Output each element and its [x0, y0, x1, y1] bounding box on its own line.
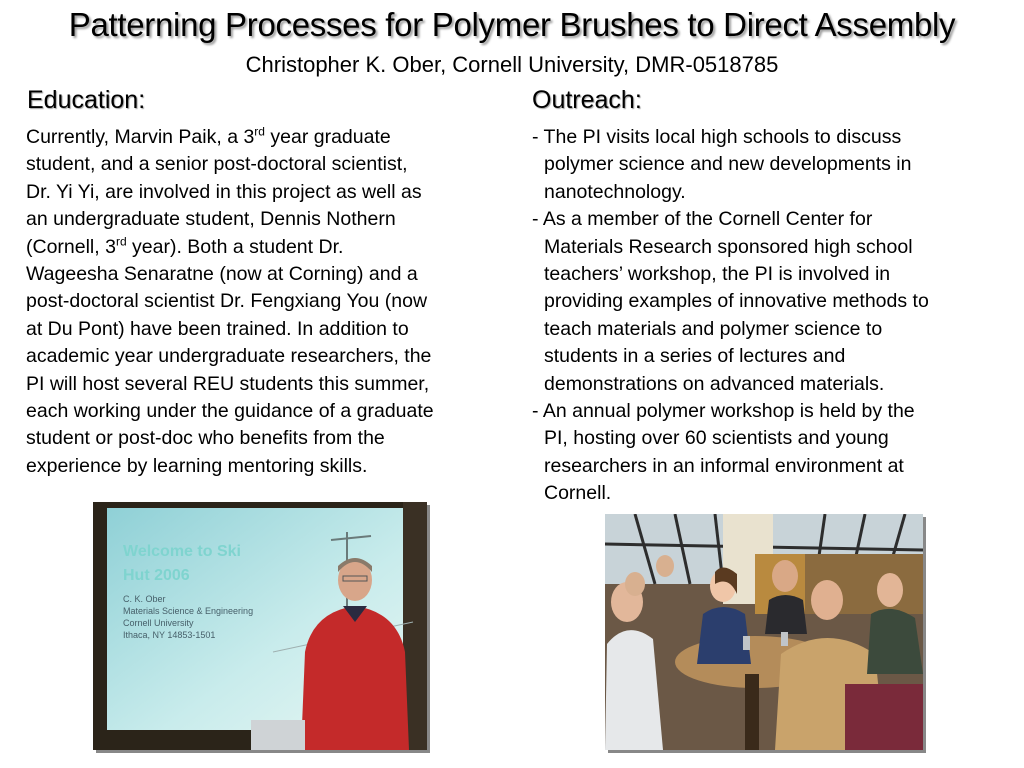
- outreach-line: Cornell.: [544, 482, 612, 505]
- outreach-line: demonstrations on advanced materials.: [544, 372, 885, 395]
- outreach-line: teach materials and polymer science to: [544, 317, 883, 340]
- outreach-line: researchers in an informal environment at: [544, 454, 904, 477]
- education-line: student, and a senior post-doctoral scientist,: [26, 153, 408, 176]
- outreach-line: students in a series of lectures and: [544, 345, 846, 368]
- education-line: Dr. Yi Yi, are involved in this project as well as: [26, 180, 422, 203]
- outreach-line: teachers’ workshop, the PI is involved in: [544, 263, 891, 286]
- education-line: an undergraduate student, Dennis Nothern: [26, 208, 396, 231]
- outreach-line: nanotechnology.: [544, 180, 686, 203]
- outreach-line: - As a member of the Cornell Center for: [532, 208, 873, 231]
- education-line: each working under the guidance of a graduate: [26, 400, 434, 423]
- outreach-line: - The PI visits local high schools to discuss: [532, 126, 902, 148]
- workshop-photo: [605, 514, 923, 750]
- education-heading: Education:: [27, 86, 146, 114]
- slide-line: Cornell University: [123, 618, 194, 628]
- slide-line: Ithaca, NY 14853-1501: [123, 630, 216, 640]
- slide-title-line-2: Hut 2006: [123, 567, 190, 584]
- education-line: experience by learning mentoring skills.: [26, 454, 368, 477]
- outreach-line: PI, hosting over 60 scientists and young: [544, 427, 889, 450]
- education-line: PI will host several REU students this summer,: [26, 372, 430, 395]
- page-title: Patterning Processes for Polymer Brushes to Direct Assembly: [68, 6, 956, 43]
- education-line: at Du Pont) have been trained. In addition to: [26, 317, 409, 340]
- outreach-heading: Outreach:: [532, 86, 642, 114]
- slide-line: C. K. Ober: [123, 594, 166, 604]
- outreach-list: [532, 124, 1002, 508]
- slide-line: Materials Science & Engineering: [123, 606, 254, 616]
- slide-title-line-1: Welcome to Ski: [123, 543, 241, 560]
- education-line: Currently, Marvin Paik, a 3rd year graduate: [26, 124, 391, 148]
- page-subtitle: Christopher K. Ober, Cornell University, DMR-0518785: [245, 52, 779, 77]
- education-line: Wageesha Senaratne (now at Corning) and a: [26, 263, 418, 286]
- education-line: post-doctoral scientist Dr. Fengxiang You (now: [26, 290, 428, 313]
- outreach-line: polymer science and new developments in: [544, 153, 912, 176]
- outreach-line: - An annual polymer workshop is held by the: [532, 400, 915, 423]
- outreach-line: Materials Research sponsored high school: [544, 235, 913, 258]
- education-paragraph: [26, 124, 506, 480]
- education-line: student or post-doc who benefits from the: [26, 427, 385, 450]
- outreach-line: providing examples of innovative methods to: [544, 290, 929, 313]
- lecture-photo: [93, 502, 427, 750]
- education-line: (Cornell, 3rd year). Both a student Dr.: [26, 234, 344, 258]
- education-line: academic year undergraduate researchers, the: [26, 345, 432, 368]
